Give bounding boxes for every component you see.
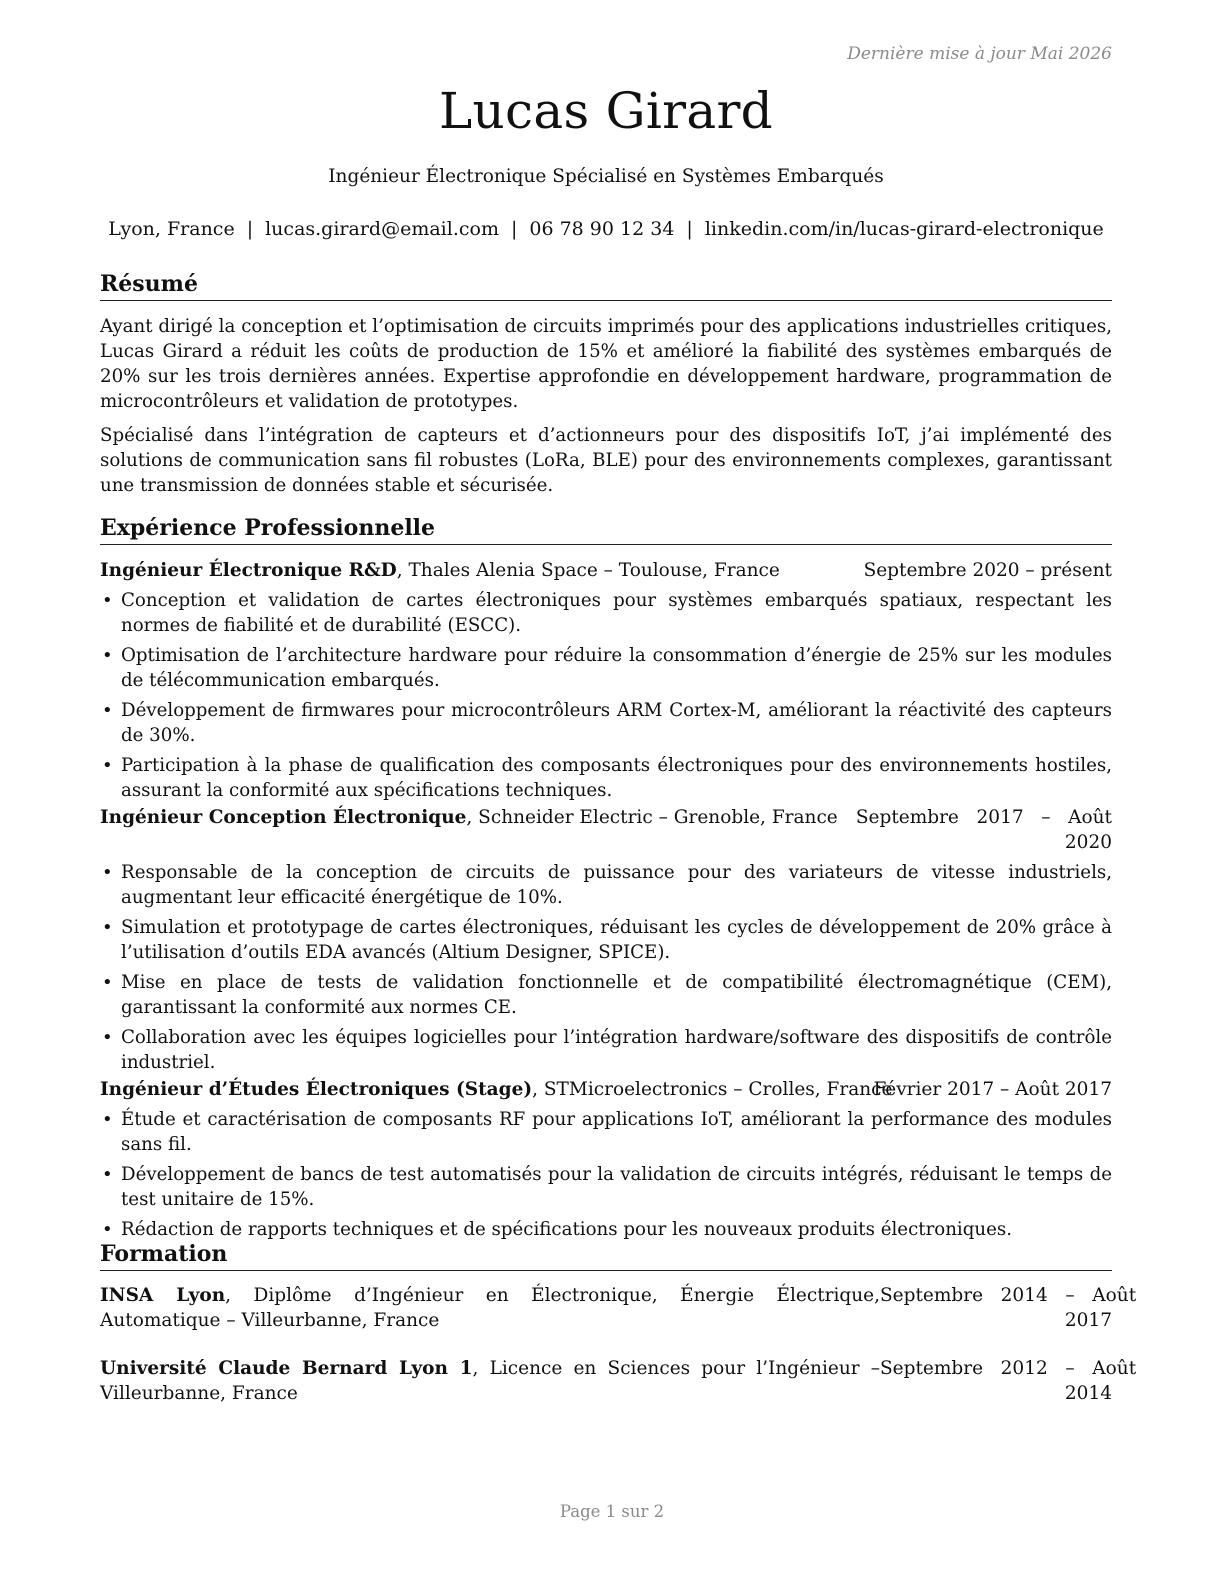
- job-bullets: [100, 860, 1112, 1080]
- education-details: , Licence en Sciences pour l’Ingénieur – Villeurbanne, France: [100, 1358, 880, 1404]
- list-item: • Responsable de la conception de circuits de puissance pour des variateurs de vitesse industriels, augmentant leur efficacité énergétique de 10%.: [100, 860, 1112, 910]
- list-item: • Collaboration avec les équipes logicielles pour l’intégration hardware/software des dispositifs de contrôle industriel.: [100, 1025, 1112, 1075]
- list-item: • Développement de firmwares pour microcontrôleurs ARM Cortex-M, améliorant la réactivité des capteurs de 30%.: [100, 698, 1112, 748]
- job-role: Ingénieur Conception Électronique: [100, 807, 467, 828]
- summary-paragraph-1: Ayant dirigé la conception et l’optimisation de circuits imprimés pour des applications industrielles critiques, Lucas Girard a réduit les coûts de production de 15% et amélioré la fiabilité des systèmes embarqués de 20% sur les trois dernières années. Expertise approfondie en développement hardware, programmation de microcontrôleurs et validation de prototypes.: [100, 316, 1112, 412]
- education-dates: [880, 1283, 1137, 1333]
- list-item: • Optimisation de l’architecture hardware pour réduire la consommation d’énergie de 25% sur les modules de télécommunication embarqués.: [100, 643, 1112, 693]
- job-dates: Février 2017 – Août 2017: [873, 1079, 1112, 1100]
- list-item: • Étude et caractérisation de composants RF pour applications IoT, améliorant la performance des modules sans fil.: [100, 1107, 1112, 1157]
- contact-line: [100, 218, 1112, 240]
- summary-paragraph-2: Spécialisé dans l’intégration de capteurs et d’actionneurs pour des dispositifs IoT, j’ai implémenté des solutions de communication sans fil robustes (LoRa, BLE) pour des environnements complexes, garantissant une transmission de données stable et sécurisée.: [100, 425, 1112, 496]
- job-dates: Septembre 2020 – présent: [863, 560, 1112, 581]
- last-updated: Dernière mise à jour Mai 2026: [847, 44, 1112, 64]
- education-dates-line1: Septembre 2014 – Août: [880, 1285, 1137, 1306]
- education-details: , Diplôme d’Ingénieur en Électronique, Énergie Électrique, Automatique – Villeurbanne, France: [100, 1285, 880, 1331]
- job-role: Ingénieur d’Études Électroniques (Stage): [100, 1079, 533, 1100]
- candidate-name: Lucas Girard: [439, 82, 773, 140]
- education-dates-line2: 2017: [1064, 1310, 1112, 1331]
- section-title-education: Formation: [100, 1240, 1112, 1271]
- job-dates-line1: Septembre 2017 – Août: [855, 807, 1112, 828]
- section-title-experience: Expérience Professionnelle: [100, 514, 1112, 545]
- job-company: , STMicroelectronics – Crolles, France: [532, 1079, 893, 1100]
- list-item: • Développement de bancs de test automatisés pour la validation de circuits intégrés, réduisant le temps de test unitaire de 15%.: [100, 1162, 1112, 1212]
- page-number: Page 1 sur 2: [559, 1502, 665, 1521]
- job-company: , Schneider Electric – Grenoble, France: [466, 807, 838, 828]
- job-company: , Thales Alenia Space – Toulouse, France: [396, 560, 780, 581]
- job-bullets: [100, 588, 1112, 808]
- separator: |: [686, 218, 693, 240]
- job-dates-line2: 2020: [1064, 832, 1112, 853]
- job-bullets: [100, 1107, 1112, 1247]
- separator: |: [510, 218, 518, 240]
- job-dates: [856, 805, 1112, 855]
- education-dates-line1: Septembre 2012 – Août: [880, 1358, 1137, 1379]
- contact-phone: 06 78 90 12 34: [529, 218, 675, 240]
- list-item: • Simulation et prototypage de cartes électroniques, réduisant les cycles de développement de 20% grâce à l’utilisation d’outils EDA avancés (Altium Designer, SPICE).: [100, 915, 1112, 965]
- education-school: INSA Lyon: [100, 1285, 226, 1306]
- separator: |: [246, 218, 254, 240]
- candidate-title: Ingénieur Électronique Spécialisé en Systèmes Embarqués: [328, 166, 884, 187]
- list-item: • Mise en place de tests de validation fonctionnelle et de compatibilité électromagnétique (CEM), garantissant la conformité aux normes CE.: [100, 970, 1112, 1020]
- job-role: Ingénieur Électronique R&D: [100, 560, 397, 581]
- section-title-summary: Résumé: [100, 270, 1112, 301]
- list-item: • Participation à la phase de qualification des composants électroniques pour des environnements hostiles, assurant la conformité aux spécifications techniques.: [100, 753, 1112, 803]
- list-item: • Conception et validation de cartes électroniques pour systèmes embarqués spatiaux, respectant les normes de fiabilité et de durabilité (ESCC).: [100, 588, 1112, 638]
- list-item: • Rédaction de rapports techniques et de spécifications pour les nouveaux produits électroniques.: [100, 1217, 1112, 1242]
- education-dates-line2: 2014: [1064, 1383, 1112, 1404]
- education-school: Université Claude Bernard Lyon 1: [100, 1358, 473, 1379]
- education-dates: [880, 1356, 1137, 1406]
- resume-page: [100, 0, 1137, 1584]
- contact-linkedin[interactable]: linkedin.com/in/lucas-girard-electronique: [704, 218, 1104, 240]
- contact-location: Lyon, France: [108, 218, 235, 240]
- contact-email[interactable]: lucas.girard@email.com: [265, 218, 499, 240]
